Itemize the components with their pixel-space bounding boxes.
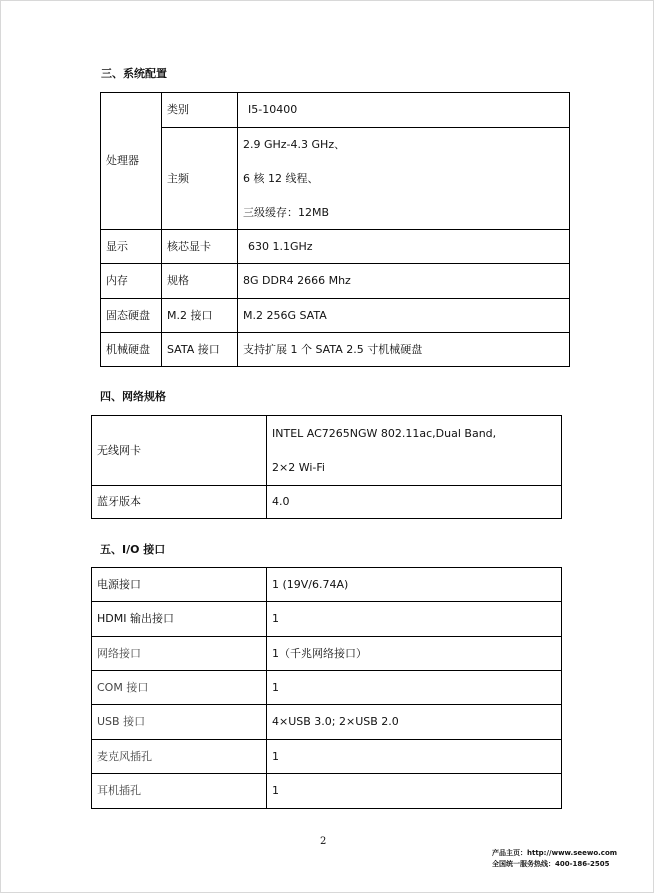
footer-homepage: 产品主页：http://www.seewo.com <box>492 849 618 857</box>
spec-name: 耳机插孔 <box>92 774 267 809</box>
spec-value: 1 <box>267 740 562 774</box>
system-config-table <box>100 92 570 367</box>
footer <box>492 848 617 870</box>
spec-line: 6 核 12 线程、 <box>243 171 319 185</box>
spec-value: 支持扩展 1 个 SATA 2.5 寸机械硬盘 <box>238 333 570 367</box>
footer-hotline: 全国统一服务热线：400-186-2505 <box>492 860 610 868</box>
spec-name: 类别 <box>162 93 238 128</box>
spec-value-multiline <box>238 128 570 230</box>
spec-value: 630 1.1GHz <box>238 230 570 264</box>
spec-name: M.2 接口 <box>162 299 238 333</box>
spec-value: 1 <box>267 774 562 809</box>
spec-line: 2×2 Wi-Fi <box>272 460 325 474</box>
spec-value: 1 <box>267 671 562 705</box>
spec-name: 麦克风插孔 <box>92 740 267 774</box>
network-spec-table <box>91 415 562 519</box>
spec-value: 4×USB 3.0; 2×USB 2.0 <box>267 705 562 740</box>
spec-value: 4.0 <box>267 486 562 519</box>
spec-line: INTEL AC7265NGW 802.11ac,Dual Band, <box>272 426 497 440</box>
spec-value: I5-10400 <box>238 93 570 128</box>
spec-line: 三级缓存：12MB <box>243 205 330 219</box>
spec-value: 8G DDR4 2666 Mhz <box>238 264 570 299</box>
spec-name: 规格 <box>162 264 238 299</box>
spec-name: 电源接口 <box>92 568 267 602</box>
spec-line: 2.9 GHz-4.3 GHz、 <box>243 137 346 151</box>
spec-value: M.2 256G SATA <box>238 299 570 333</box>
spec-name: COM 接口 <box>92 671 267 705</box>
spec-category: 内存 <box>101 264 162 299</box>
spec-category: 显示 <box>101 230 162 264</box>
spec-name: SATA 接口 <box>162 333 238 367</box>
spec-name: HDMI 输出接口 <box>92 602 267 637</box>
spec-value: 1 <box>267 602 562 637</box>
spec-name: USB 接口 <box>92 705 267 740</box>
spec-value: 1（千兆网络接口） <box>267 637 562 671</box>
processor-label: 处理器 <box>101 93 162 230</box>
spec-name: 主频 <box>162 128 238 230</box>
section-5-title: 五、I/O 接口 <box>100 543 166 556</box>
spec-name: 核芯显卡 <box>162 230 238 264</box>
spec-value-multiline <box>267 416 562 486</box>
spec-name: 网络接口 <box>92 637 267 671</box>
spec-name: 无线网卡 <box>92 416 267 486</box>
section-3-title: 三、系统配置 <box>101 67 167 80</box>
io-port-table <box>91 567 562 809</box>
section-4-title: 四、网络规格 <box>100 390 166 403</box>
spec-category: 机械硬盘 <box>101 333 162 367</box>
spec-name: 蓝牙版本 <box>92 486 267 519</box>
spec-category: 固态硬盘 <box>101 299 162 333</box>
page-number: 2 <box>320 836 327 847</box>
spec-value: 1 (19V/6.74A) <box>267 568 562 602</box>
